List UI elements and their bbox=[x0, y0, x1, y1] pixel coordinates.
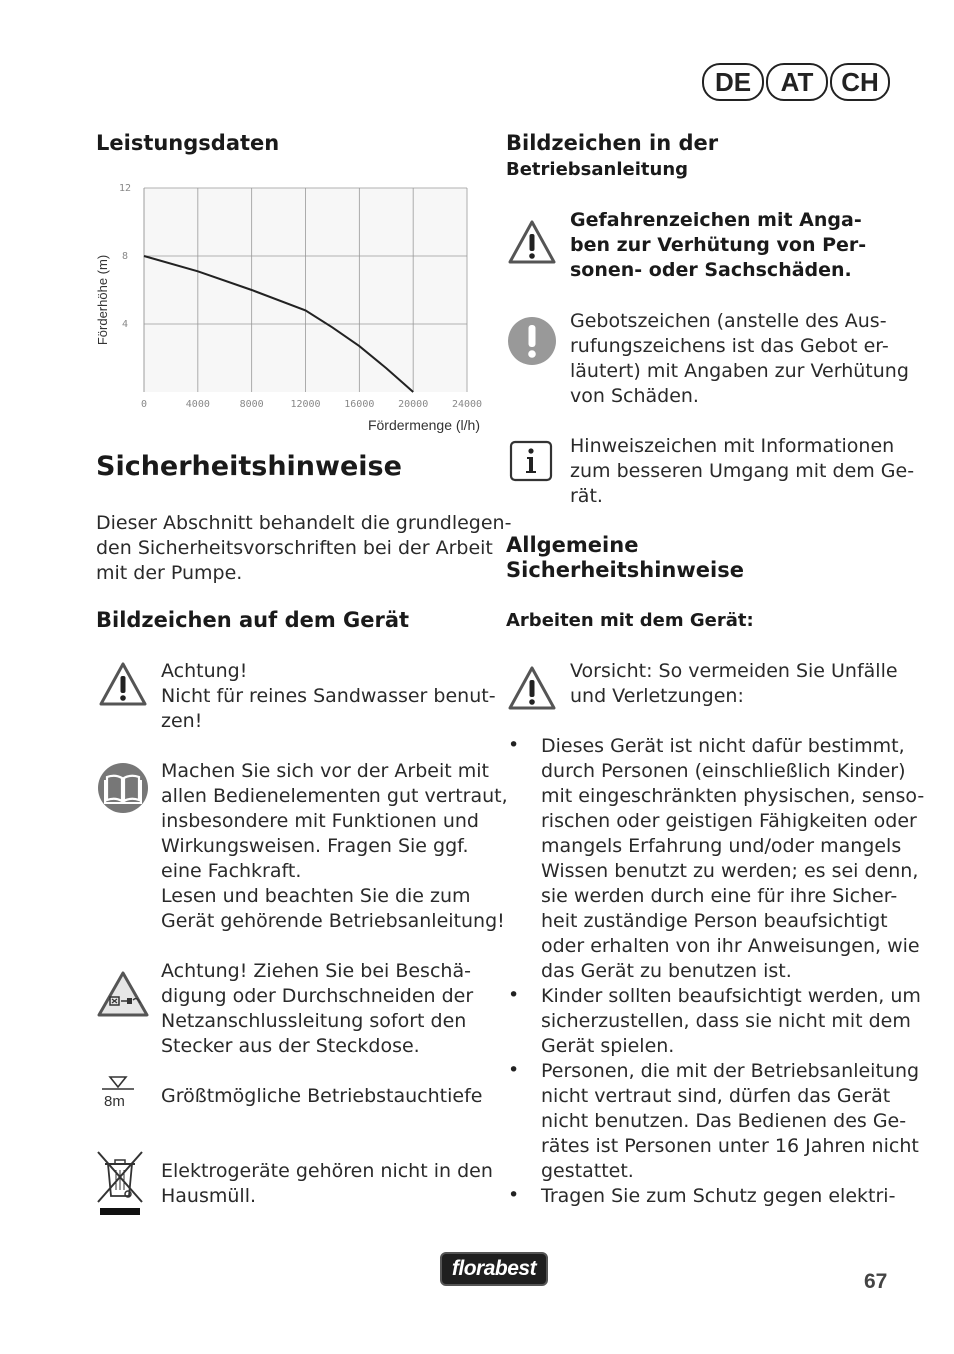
bullet-marker: • bbox=[508, 1184, 520, 1206]
bullet-item-3: Personen, die mit der Betriebsanleitung nicht vertraut sind, dürfen das Gerät nicht benutzen. Das Bedienen des Ge- rätes ist Personen unter 16 Jahren nicht gestattet. bbox=[541, 1060, 920, 1182]
intro-paragraph: Dieser Abschnitt behandelt die grundlegen- den Sicherheitsvorschriften bei der Arbeit mit der Pumpe. bbox=[96, 512, 512, 584]
leistungsdaten-heading: Leistungsdaten bbox=[96, 131, 280, 155]
device-symbol-text-5: Elektrogeräte gehören nicht in den Hausmüll. bbox=[161, 1160, 493, 1207]
arbeiten-heading: Arbeiten mit dem Gerät: bbox=[506, 610, 754, 631]
device-symbol-text-2: Machen Sie sich vor der Arbeit mit allen Bedienelementen gut vertraut, insbesondere mit Funktionen und Wirkungsweisen. Fragen Sie ggf. eine Fachkraft. Lesen und beachten Sie die zum Gerät gehörende Betriebsanleitung! bbox=[161, 760, 508, 932]
device-symbol-text-4: Größtmögliche Betriebstauchtiefe bbox=[161, 1085, 483, 1107]
chart-x-tick-label: 8000 bbox=[239, 399, 264, 410]
chart-x-tick-label: 0 bbox=[140, 399, 148, 410]
chart-x-tick-label: 16000 bbox=[344, 399, 375, 410]
info-icon bbox=[509, 440, 553, 482]
chart-y-tick-label: 12 bbox=[118, 183, 132, 194]
bullet-item-1: Dieses Gerät ist nicht dafür bestimmt, durch Personen (einschließlich Kinder) mit eingeschränkten physischen, senso- rischen oder geistigen Fähigkeiten oder mangels Erfahrung und/oder mangels Wissen benutzt zu werden; es sei denn, sie werden durch eine für ihre Sicher- heit zuständige Person beaufsichtigt oder erhalten von ihr Anweisungen, wie das Gerät zu benutzen ist. bbox=[541, 735, 925, 982]
chart-xlabel: Fördermenge (l/h) bbox=[367, 417, 480, 433]
chart-y-tick-label: 8 bbox=[121, 251, 129, 262]
chart-ylabel: Förderhöhe (m) bbox=[95, 254, 110, 346]
device-symbol-text-3: Achtung! Ziehen Sie bei Beschä- digung oder Durchschneiden der Netzanschlussleitung sofort den Stecker aus der Steckdose. bbox=[161, 960, 474, 1057]
device-symbol-text-1: Achtung! Nicht für reines Sandwasser benut- zen! bbox=[161, 660, 496, 732]
bullet-marker: • bbox=[508, 984, 520, 1006]
manual-book-icon bbox=[97, 762, 149, 814]
chart-x-tick-label: 12000 bbox=[290, 399, 321, 410]
chart-x-tick-label: 4000 bbox=[185, 399, 210, 410]
unplug-warning-icon bbox=[96, 970, 150, 1018]
bildzeichen-anleitung-subheading: Betriebsanleitung bbox=[506, 159, 689, 180]
bildzeichen-anleitung-heading: Bildzeichen in der bbox=[506, 131, 719, 155]
sicherheitshinweise-heading: Sicherheitshinweise bbox=[96, 451, 402, 482]
vorsicht-text: Vorsicht: So vermeiden Sie Unfälle und Verletzungen: bbox=[570, 660, 898, 707]
lang-badge-ch: CH bbox=[830, 63, 890, 101]
chart-y-tick-label: 4 bbox=[121, 319, 129, 330]
page-number: 67 bbox=[864, 1270, 888, 1293]
brand-logo-text: florabest bbox=[451, 1257, 537, 1280]
depth-icon-label: 8m bbox=[104, 1093, 125, 1110]
depth-icon bbox=[100, 1074, 136, 1092]
chart-x-tick-label: 20000 bbox=[398, 399, 429, 410]
lang-badge-de: DE bbox=[702, 63, 764, 101]
manual-symbol-text-2: Gebotszeichen (anstelle des Aus- rufungszeichens ist das Gebot er- läutert) mit Angaben zur Verhütung von Schäden. bbox=[570, 310, 909, 407]
bullet-marker: • bbox=[508, 734, 520, 756]
bullet-marker: • bbox=[508, 1059, 520, 1081]
manual-symbol-text-1: Gefahrenzeichen mit Anga- ben zur Verhütung von Per- sonen- oder Sachschäden. bbox=[570, 209, 867, 281]
chart-x-tick-label: 24000 bbox=[451, 399, 483, 410]
allgemeine-heading: Allgemeine Sicherheitshinweise bbox=[506, 533, 744, 582]
manual-symbol-text-3: Hinweiszeichen mit Informationen zum besseren Umgang mit dem Ge- rät. bbox=[570, 435, 915, 507]
performance-chart bbox=[92, 178, 487, 436]
chart-grid bbox=[144, 188, 467, 392]
weee-bin-icon bbox=[95, 1150, 145, 1218]
bullet-item-2: Kinder sollten beaufsichtigt werden, um sicherzustellen, dass sie nicht mit dem Gerät spielen. bbox=[541, 985, 921, 1057]
warning-triangle-icon bbox=[507, 219, 557, 265]
mandatory-sign-icon bbox=[507, 316, 557, 366]
warning-triangle-icon bbox=[98, 661, 148, 707]
lang-badge-at: AT bbox=[766, 63, 828, 101]
brand-logo bbox=[440, 1252, 548, 1286]
bildzeichen-geraet-heading: Bildzeichen auf dem Gerät bbox=[96, 608, 410, 632]
bullet-item-4: Tragen Sie zum Schutz gegen elektri- bbox=[541, 1185, 896, 1207]
warning-triangle-icon bbox=[507, 665, 557, 711]
